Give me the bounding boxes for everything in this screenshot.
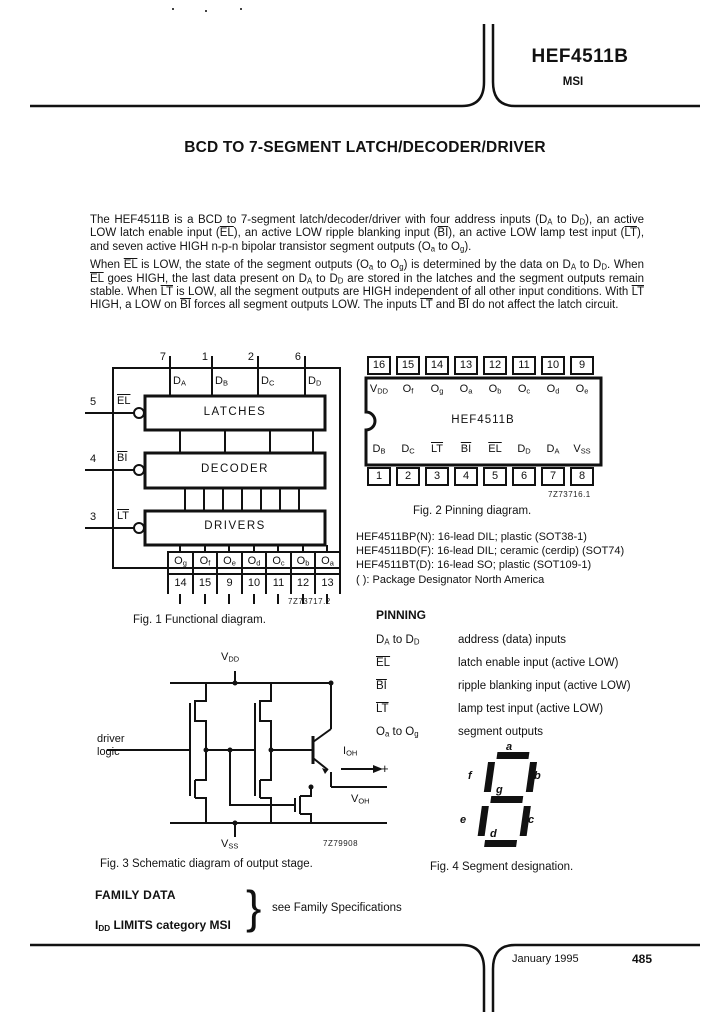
pinning-term: $\overline{LT}$	[376, 703, 389, 715]
fig2-pin-num: 9	[578, 359, 586, 371]
fig2-pin-num: 1	[375, 470, 383, 482]
fig1-pin-num: 3	[90, 511, 97, 523]
fig2-pin-label: $\overline{EL}$	[488, 443, 502, 455]
fig1-control-label: $\overline{LT}$	[117, 510, 130, 522]
fig4-segment-designation	[440, 741, 580, 858]
fig1-pin-num: 7	[159, 351, 166, 363]
fig1-output-label: $O_a$	[321, 555, 334, 568]
part-number: HEF4511B	[531, 46, 629, 67]
package-line: HEF4511BT(D): 16-lead SO; plastic (SOT109-1)	[356, 559, 592, 572]
package-line: HEF4511BP(N): 16-lead DIL; plastic (SOT38-1)	[356, 531, 587, 543]
idd-limits-line: $I_{DD}$ LIMITS category MSI	[95, 918, 231, 933]
pinning-list	[376, 634, 666, 749]
fig2-pin-num: 5	[491, 470, 499, 482]
fig3-output-stage	[95, 645, 395, 875]
fig2-pin-num: 13	[459, 359, 473, 371]
fig4-caption: Fig. 4 Segment designation.	[430, 861, 574, 873]
fig1-output-label: $O_e$	[223, 555, 236, 568]
fig3-driver-logic-label2: logic	[97, 746, 120, 758]
fig1-pin-num: 12	[296, 577, 310, 589]
fig1-pin-num: 10	[247, 577, 261, 589]
fig3-driver-logic-label: driver	[97, 733, 125, 745]
pinning-term: $O_a$ to $O_g$	[376, 726, 419, 739]
fig1-pin-num: 15	[198, 577, 212, 589]
fig2-pin-label: $\overline{LT}$	[430, 443, 444, 455]
family-label: MSI	[562, 76, 584, 88]
fig2-pin-label: $V_{SS}$	[573, 443, 591, 456]
fig3-vdd-label: $V_{DD}$	[221, 651, 240, 664]
fig1-pin-num: 14	[174, 577, 187, 589]
scan-speck	[205, 10, 207, 12]
fig4-graphics	[440, 748, 580, 858]
page-title: BCD TO 7-SEGMENT LATCH/DECODER/DRIVER	[184, 139, 546, 156]
pinning-row	[376, 726, 666, 749]
fig2-pin-num: 14	[430, 359, 444, 371]
footer-date: January 1995	[512, 953, 579, 965]
pinning-heading: PINNING	[376, 608, 427, 622]
fig1-pin-num: 11	[272, 577, 285, 589]
fig1-pin-num: 4	[90, 453, 97, 465]
fig2-pin-num: 3	[433, 470, 441, 482]
fig2-pin-num: 8	[578, 470, 586, 482]
fig1-control-label: $\overline{BI}$	[117, 452, 128, 464]
pinning-desc: address (data) inputs	[458, 634, 567, 646]
footer-page-number: 485	[632, 952, 653, 966]
footer-tab-rule	[28, 935, 704, 1012]
family-data-brace: }	[246, 881, 262, 933]
pinning-desc: latch enable input (active LOW)	[458, 657, 619, 669]
fig2-pin-num: 10	[546, 359, 560, 371]
description-paragraph-2: When $\overline{EL}$ is LOW, the state of the segment outputs ($O_a$ to $O_g$) is determined by the data on $D_A$ to $D_D$. When $\overline{EL}$ goes HIGH, the last data present on $D_A$ to $D_D$ are stored in the latches and the segment outputs remain stable. When $\overline{LT}$ is LOW, all the segment outputs are HIGH independent of all other input conditions. With $\overline{LT}$ HIGH, a LOW on $\overline{BI}$ forces all segment outputs LOW. The inputs $\overline{LT}$ and $\overline{BI}$ do not affect the latch circuit.	[90, 259, 644, 312]
scan-speck	[172, 8, 174, 10]
fig2-pin-num: 6	[520, 470, 528, 482]
fig4-seg-a: a	[506, 741, 513, 753]
pinning-row	[376, 634, 666, 657]
fig2-pin-label: $O_d$	[546, 383, 560, 396]
fig4-seg-c: c	[528, 814, 535, 826]
fig1-pin-num: 1	[201, 351, 208, 363]
fig1-pin-num: 5	[90, 396, 97, 408]
fig1-pin-num: 9	[226, 577, 233, 589]
pinning-row	[376, 657, 666, 680]
fig2-pin-label: $O_e$	[575, 383, 589, 396]
fig2-chip-label: HEF4511B	[451, 414, 515, 426]
fig2-caption: Fig. 2 Pinning diagram.	[413, 505, 532, 517]
fig4-seg-e: e	[460, 814, 467, 826]
fig2-pin-num: 11	[518, 359, 530, 371]
scan-speck	[240, 8, 242, 10]
fig1-control-label: $\overline{EL}$	[117, 395, 131, 407]
fig2-pin-num: 4	[462, 470, 470, 482]
fig2-pinning-diagram	[360, 355, 620, 500]
fig1-input-label: $D_B$	[215, 375, 228, 388]
package-line: ( ): Package Designator North America	[356, 573, 545, 586]
package-variants	[356, 530, 656, 587]
fig1-block-drivers: DRIVERS	[204, 520, 266, 532]
fig3-plus-label: +	[381, 761, 389, 776]
pinning-desc: segment outputs	[458, 726, 544, 738]
fig4-seg-b: b	[534, 770, 541, 782]
pinning-row	[376, 680, 666, 703]
fig3-vss-label: $V_{SS}$	[221, 838, 239, 851]
fig1-functional-diagram	[85, 348, 357, 648]
fig1-caption: Fig. 1 Functional diagram.	[133, 614, 266, 626]
pinning-row	[376, 703, 666, 726]
fig2-pin-label: $O_c$	[517, 383, 531, 396]
pinning-term: $\overline{BI}$	[376, 680, 387, 692]
fig2-pin-num: 2	[404, 470, 412, 482]
package-line: HEF4511BD(F): 16-lead DIL; ceramic (cerdip) (SOT74)	[356, 545, 625, 558]
fig2-pin-num: 16	[372, 359, 386, 371]
fig3-voh-label: $V_{OH}$	[351, 793, 370, 806]
seven-segment-display	[476, 752, 538, 847]
fig2-pin-num: 12	[488, 359, 502, 371]
fig1-block-latches: LATCHES	[203, 406, 267, 418]
pinning-desc: ripple blanking input (active LOW)	[458, 680, 631, 692]
fig1-pin-num: 2	[247, 351, 254, 363]
fig2-drawing-code: 7Z73716.1	[548, 490, 591, 499]
fig2-pin-num: 15	[401, 359, 415, 371]
fig2-pin-label: $O_a$	[459, 383, 473, 396]
fig1-block-decoder: DECODER	[200, 463, 269, 475]
pinning-desc: lamp test input (active LOW)	[458, 703, 604, 715]
pinning-term: $\overline{EL}$	[376, 657, 391, 669]
fig2-pin-label: $O_g$	[430, 383, 444, 396]
fig1-input-label: $D_D$	[308, 375, 322, 388]
fig1-output-label: $O_b$	[296, 555, 310, 568]
fig1-output-label: $O_f$	[199, 555, 211, 568]
fig2-pin-label: $D_B$	[372, 443, 386, 456]
fig1-pin-num: 13	[321, 577, 334, 589]
fig1-output-label: $O_c$	[272, 555, 285, 568]
description-paragraph-1: The HEF4511B is a BCD to 7-segment latch/decoder/driver with four address inputs ($D_A$ to $D_D$), an active LOW latch enable input $(\overline{EL})$, an active LOW ripple blanking input $(\overline{BI})$, an active LOW lamp test input $(\overline{LT})$, and seven active HIGH n-p-n bipolar transistor segment outputs ($O_a$ to $O_g$).	[90, 214, 645, 254]
fig4-seg-f: f	[468, 770, 472, 782]
fig4-seg-g: g	[496, 784, 503, 796]
fig1-output-label: $O_d$	[247, 555, 261, 568]
family-data-note: see Family Specifications	[272, 902, 402, 914]
fig2-pin-label: $\overline{BI}$	[460, 443, 472, 455]
fig1-input-label: $D_C$	[261, 375, 275, 388]
fig2-pin-label: $O_f$	[402, 383, 414, 396]
fig2-pin-label: $V_{DD}$	[369, 383, 389, 396]
fig2-pin-label: $O_b$	[488, 383, 502, 396]
fig2-pin-label: $D_D$	[517, 443, 531, 456]
fig1-output-label: $O_g$	[174, 555, 187, 568]
fig1-pin-num: 6	[294, 351, 301, 363]
fig4-seg-d: d	[490, 828, 497, 840]
fig2-pin-label: $D_C$	[401, 443, 415, 456]
fig3-drawing-code: 7Z79908	[323, 839, 359, 848]
fig1-drawing-code: 7Z73717.2	[288, 597, 331, 606]
family-data-heading: FAMILY DATA	[95, 888, 176, 902]
fig3-caption: Fig. 3 Schematic diagram of output stage.	[100, 858, 313, 870]
fig2-pin-label: $D_A$	[546, 443, 560, 456]
description	[90, 214, 644, 318]
fig1-input-label: $D_A$	[173, 375, 186, 388]
pinning-term: $D_A$ to $D_D$	[376, 634, 420, 647]
fig3-ioh-label: $I_{OH}$	[343, 745, 358, 758]
fig2-pin-num: 7	[549, 470, 557, 482]
